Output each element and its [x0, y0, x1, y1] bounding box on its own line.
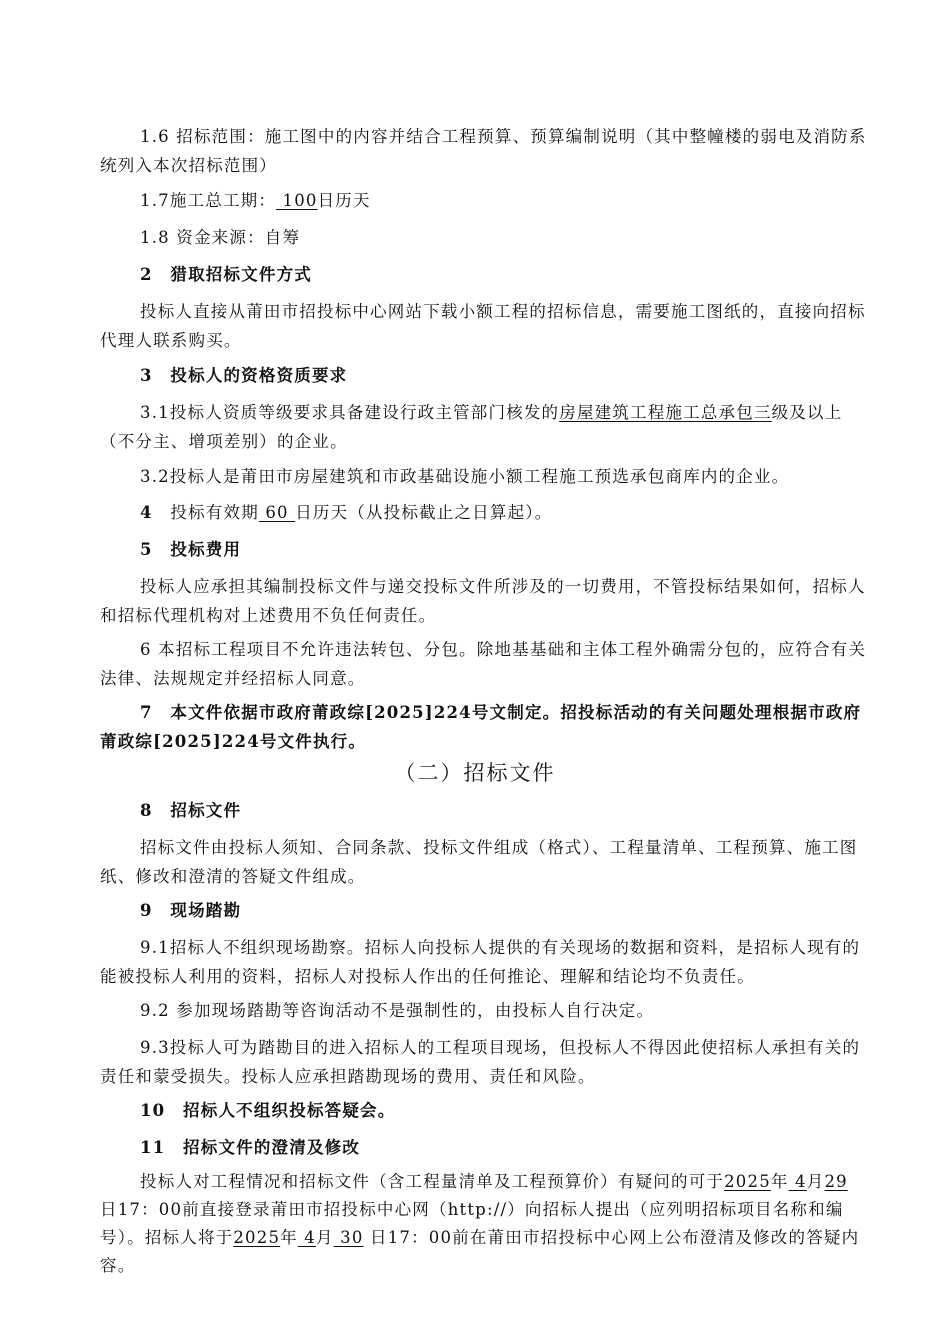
p11-text-2: 年: [770, 1172, 789, 1191]
paragraph-5: 投标人应承担其编制投标文件与递交投标文件所涉及的一切费用，不管投标结果如何，招标人和招标代理机构对上述费用不负任何责任。: [100, 577, 866, 625]
clause-3-1-prefix: 3.1投标人资质等级要求具备建设行政主管部门核发的: [140, 403, 560, 422]
paragraph-2: 投标人直接从莆田市招投标中心网站下载小额工程的招标信息，需要施工图纸的，直接向招标代理人联系购买。: [100, 302, 866, 350]
clause-9-3: 9.3投标人可为踏勘目的进入招标人的工程项目现场，但投标人不得因此使招标人承担有关的责任和蒙受损失。投标人应承担踏勘现场的费用、责任和风险。: [100, 1038, 861, 1086]
clause-4-prefix: 投标有效期: [170, 503, 259, 522]
paragraph-7: 7 本文件依据市政府莆政综[2025]224号文制定。招投标活动的有关问题处理根据市政府莆政综[2025]224号文件执行。: [100, 703, 862, 751]
construction-period-value: 100: [276, 191, 318, 210]
clause-9-1: 9.1招标人不组织现场勘察。招标人向投标人提供的有关现场的数据和资料，是招标人现有的能被投标人利用的资料，招标人对投标人作出的任何推论、理解和结论均不负责任。: [100, 938, 861, 986]
heading-10: 10 招标人不组织投标答疑会。: [140, 1101, 396, 1120]
clause-3-2: 3.2投标人是莆田市房屋建筑和市政基础设施小额工程施工预选承包商库内的企业。: [140, 467, 790, 486]
clause-4: [100, 498, 870, 527]
p11-text-6: 月: [316, 1228, 334, 1247]
heading-3: 3 投标人的资格资质要求: [140, 366, 348, 385]
heading-8: 8 招标文件: [140, 801, 242, 820]
p11-text-1: 投标人对工程情况和招标文件（含工程量清单及工程预算价）有疑问的可于: [140, 1172, 725, 1191]
heading-11: 11 招标文件的澄清及修改: [140, 1138, 361, 1157]
clarification-month: 4: [297, 1228, 317, 1247]
p11-text-4: 日17：00前直接登录莆田市招投标中心网（http://）向招标人提出（应列明招标项目名称和编号）。招标人将于: [100, 1200, 844, 1247]
heading-2: 2 猎取招标文件方式: [140, 265, 312, 284]
clarification-year: 2025: [233, 1228, 281, 1247]
question-deadline-month: 4: [788, 1172, 807, 1191]
clause-1-7-unit: 日历天: [317, 191, 371, 210]
heading-9: 9 现场踏勘: [140, 901, 242, 920]
clause-3-1: [100, 398, 870, 456]
qualification-type: 房屋建筑工程施工总承包三: [559, 403, 772, 422]
question-deadline-year: 2025: [724, 1172, 771, 1191]
paragraph-8: 招标文件由投标人须知、合同条款、投标文件组成（格式）、工程量清单、工程预算、施工图纸、修改和澄清的答疑文件组成。: [100, 838, 858, 886]
p11-text-3: 月: [806, 1172, 825, 1191]
paragraph-11: [100, 1168, 870, 1280]
clause-3-1-suffix: 级及以上（不分主、增项差别）的企业。: [100, 403, 843, 451]
section-title: （二）招标文件: [394, 761, 556, 785]
clause-1-8: 1.8 资金来源：自筹: [140, 228, 301, 247]
question-deadline-day: 29: [824, 1172, 848, 1191]
paragraph-6: 6 本招标工程项目不允许违法转包、分包。除地基基础和主体工程外确需分包的，应符合有关法律、法规规定并经招标人同意。: [100, 640, 867, 688]
clause-1-7-label: 1.7施工总工期：: [140, 191, 277, 210]
clause-1-7: [100, 186, 870, 215]
p11-text-5: 年: [280, 1228, 298, 1247]
clarification-day: 30: [333, 1228, 364, 1247]
heading-5: 5 投标费用: [140, 540, 242, 559]
clause-1-6: 1.6 招标范围：施工图中的内容并结合工程预算、预算编制说明（其中整幢楼的弱电及消防系统列入本次招标范围）: [100, 127, 867, 175]
clause-9-2: 9.2 参加现场踏勘等咨询活动不是强制性的，由投标人自行决定。: [140, 1001, 655, 1020]
clause-4-suffix: 日历天（从投标截止之日算起）。: [295, 503, 553, 522]
clause-4-number: 4: [140, 503, 153, 522]
p11-text-7: 日17：00前在莆田市招投标中心网上公布澄清及修改的答疑内容。: [100, 1228, 860, 1275]
validity-period-value: 60: [258, 503, 296, 522]
